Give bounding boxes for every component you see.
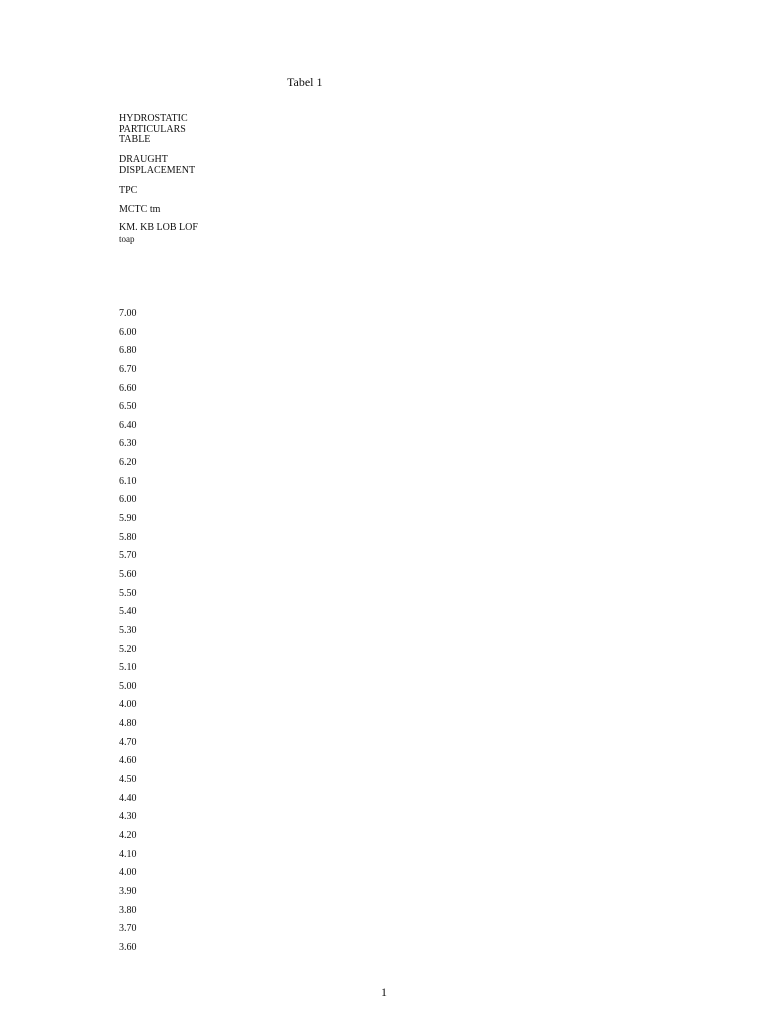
- draught-displacement-heading: DRAUGHT DISPLACEMENT: [119, 154, 196, 176]
- draught-value: 3.90: [119, 885, 137, 897]
- draught-values-list: [119, 308, 137, 960]
- draught-value: 6.70: [119, 363, 137, 375]
- draught-value: 6.50: [119, 401, 137, 413]
- page-number: 1: [381, 985, 387, 999]
- draught-value: 3.70: [119, 923, 137, 935]
- draught-value: 5.90: [119, 513, 137, 525]
- mctc-heading: MCTC tm: [119, 204, 161, 215]
- draught-value: 4.00: [119, 699, 137, 711]
- draught-value: 5.30: [119, 624, 137, 636]
- draught-value: 5.60: [119, 568, 137, 580]
- draught-value: 5.10: [119, 662, 137, 674]
- draught-value: 4.40: [119, 792, 137, 804]
- draught-value: 6.80: [119, 345, 137, 357]
- draught-value: 4.20: [119, 829, 137, 841]
- draught-value: 4.30: [119, 811, 137, 823]
- draught-value: 5.80: [119, 531, 137, 543]
- draught-value: 5.50: [119, 587, 137, 599]
- draught-value: 4.50: [119, 774, 137, 786]
- tpc-heading: TPC: [119, 185, 138, 196]
- km-kb-lob-lof-heading: KM. KB LOB LOF: [119, 222, 198, 233]
- draught-value: 5.00: [119, 680, 137, 692]
- draught-value: 5.70: [119, 550, 137, 562]
- draught-value: 4.70: [119, 736, 137, 748]
- draught-value: 5.20: [119, 643, 137, 655]
- draught-value: 6.00: [119, 494, 137, 506]
- draught-value: 6.00: [119, 326, 137, 338]
- draught-value: 6.40: [119, 419, 137, 431]
- draught-value: 7.00: [119, 308, 137, 319]
- toap-heading: toap: [119, 234, 135, 244]
- draught-value: 5.40: [119, 606, 137, 618]
- draught-value: 6.10: [119, 475, 137, 487]
- draught-value: 6.20: [119, 457, 137, 469]
- draught-value: 4.10: [119, 848, 137, 860]
- draught-value: 3.60: [119, 941, 137, 953]
- draught-value: 6.60: [119, 382, 137, 394]
- draught-value: 6.30: [119, 438, 137, 450]
- document-title: Tabel 1: [287, 75, 323, 89]
- draught-value: 4.80: [119, 718, 137, 730]
- draught-value: 4.00: [119, 867, 137, 879]
- draught-value: 4.60: [119, 755, 137, 767]
- draught-value: 3.80: [119, 904, 137, 916]
- hydrostatic-particulars-heading: HYDROSTATIC PARTICULARS TABLE: [119, 113, 188, 145]
